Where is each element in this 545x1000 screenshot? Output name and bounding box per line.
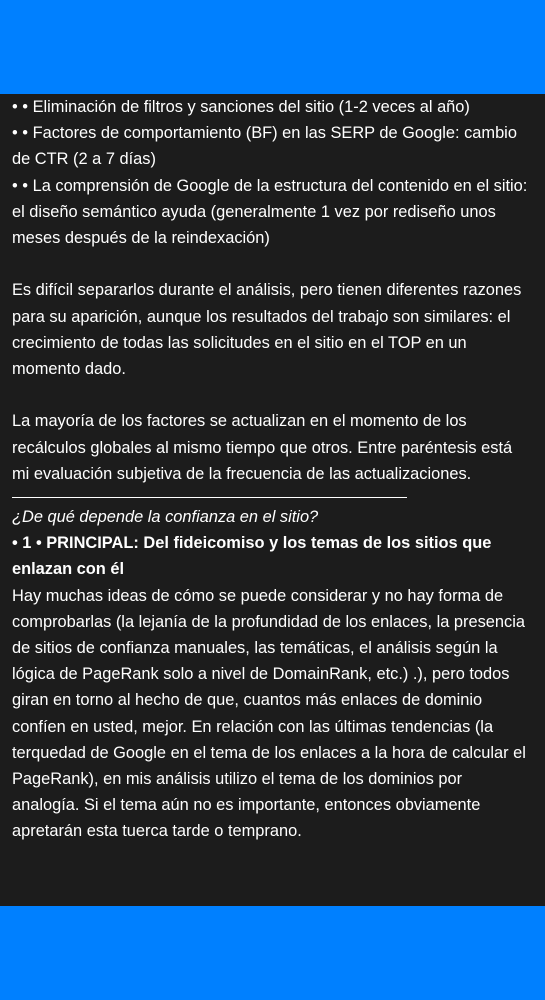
section-question: ¿De qué depende la confianza en el sitio? [12,508,319,527]
paragraph-updates: La mayoría de los factores se actualizan en el momento de los recálculos globales al mismo tiempo que otros. Entre paréntesis está mi evaluación subjetiva de la frecuencia de las actualizaciones. [12,412,513,483]
section-body: Hay muchas ideas de cómo se puede considerar y no hay forma de comprobarlas (la lejanía de la profundidad de los enlaces, la presencia de sitios de confianza manuales, las temáticas, el análisis según la lógica de PageRank solo a nivel de DomainRank, etc.) .), pero todos giran en torno al hecho de que, cuantos más enlaces de dominio confíen en usted, mejor. En relación con las últimas tendencias (la terquedad de Google en el tema de los enlaces a la hora de calcular el PageRank), en mis análisis utilizo el tema de los dominios por analogía. Si el tema aún no es importante, entonces obviamente apretarán esta tuerca tarde o temprano. [12,586,526,841]
section-heading: • 1 • PRINCIPAL: Del fideicomiso y los temas de los sitios que enlazan con él [12,534,492,579]
bullet-filters: • • Eliminación de filtros y sanciones del sitio (1-2 veces al año) [12,98,470,116]
spacer [12,382,533,408]
paragraph-analysis: Es difícil separarlos durante el análisis, pero tienen diferentes razones para su aparición, aunque los resultados del trabajo son similares: el crecimiento de todas las solicitudes en el sitio en el TOP en un momento dado. [12,281,522,379]
bullet-behavior-factors: • • Factores de comportamiento (BF) en las SERP de Google: cambio de CTR (2 a 7 días) [12,124,517,169]
spacer [12,251,533,277]
bullet-content-structure: • • La comprensión de Google de la estructura del contenido en el sitio: el diseño semántico ayuda (generalmente 1 vez por rediseño unos meses después de la reindexación) [12,176,528,248]
text-panel [0,94,545,906]
divider-line [12,497,407,498]
